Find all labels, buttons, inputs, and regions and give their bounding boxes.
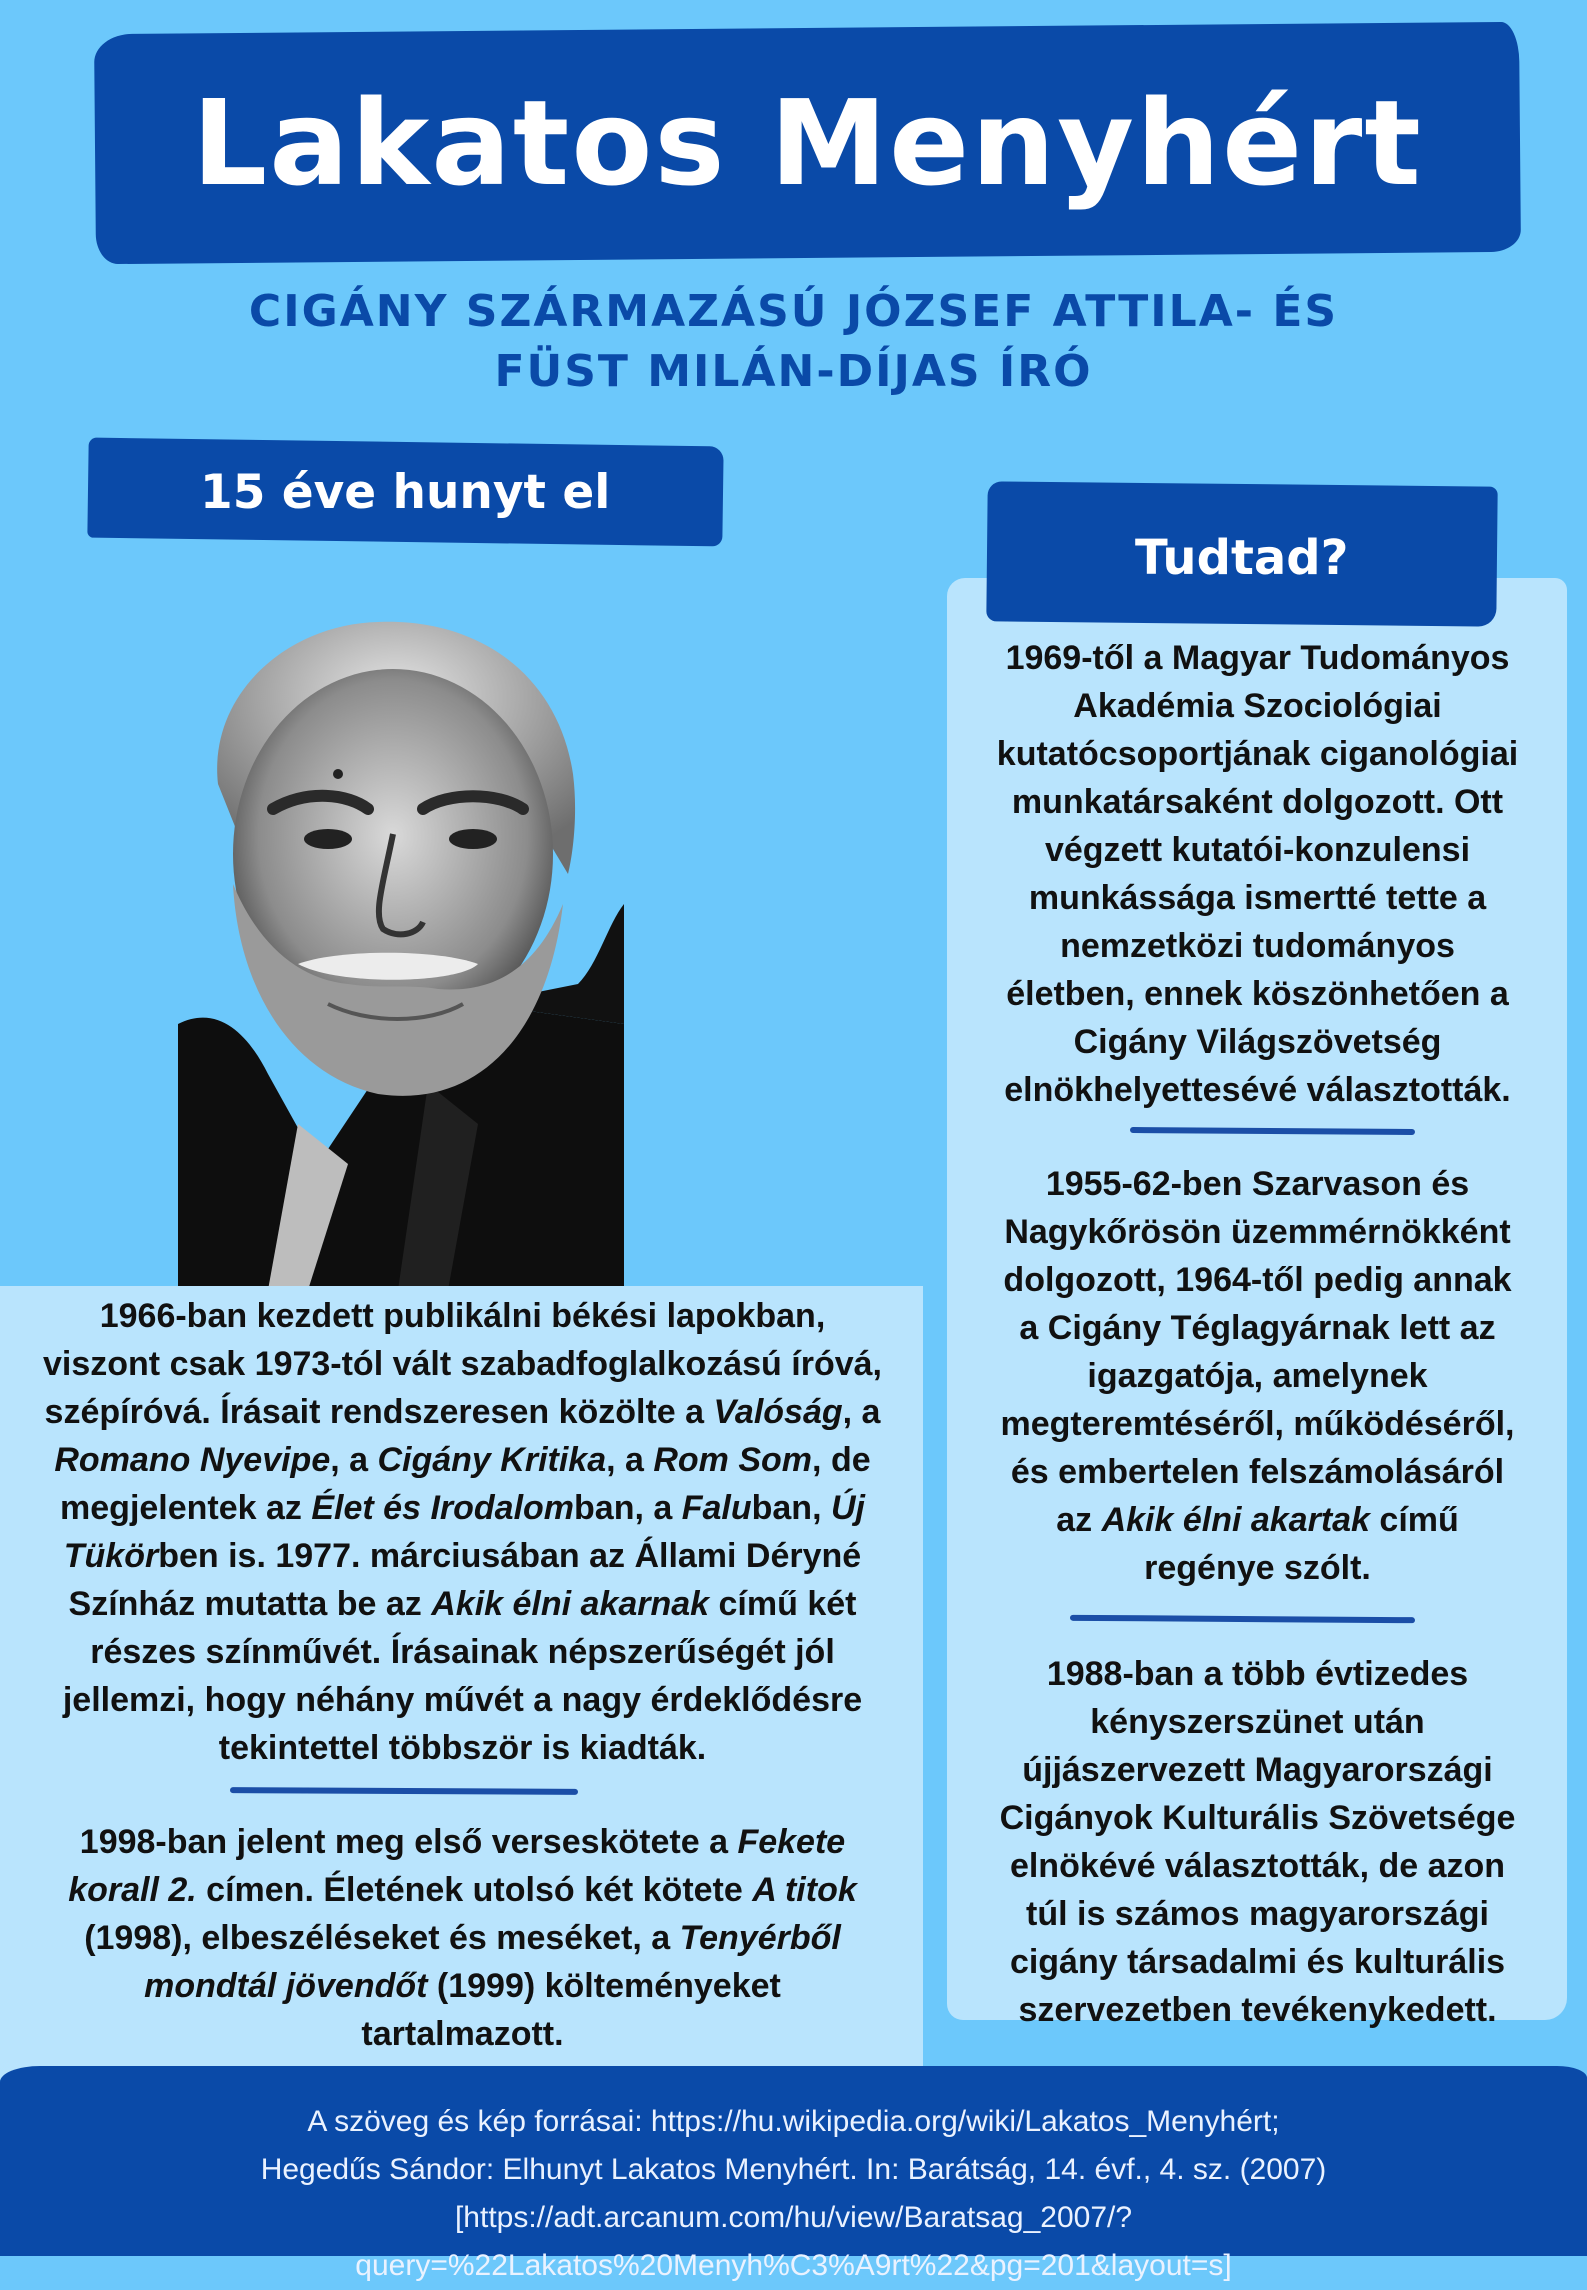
- page-title: Lakatos Menyhért: [192, 74, 1423, 213]
- text-line: kényszerszünet után: [1090, 1703, 1425, 1741]
- text-line: megteremtéséről, működéséről,: [1000, 1405, 1515, 1443]
- fact-paragraph-2: [955, 1160, 1560, 1592]
- source-line: A szöveg és kép forrásai: https://hu.wikipedia.org/wiki/Lakatos_Menyhért;: [307, 2105, 1280, 2138]
- text-segment: című két: [709, 1585, 857, 1623]
- text-segment: címen. Életének utolsó két kötete: [196, 1871, 753, 1909]
- text-line: viszont csak 1973-tól vált szabadfoglalkozású íróvá,: [43, 1345, 882, 1383]
- text-line: 1988-ban a több évtizedes: [1046, 1655, 1469, 1693]
- text-segment: (1999) költeményeket: [427, 1967, 781, 2005]
- text-line: jellemzi, hogy néhány művét a nagy érdeklődésre: [62, 1681, 863, 1719]
- text-line: kutatócsoportjának ciganológiai: [996, 735, 1519, 773]
- book-title: Tenyérből: [679, 1919, 841, 1957]
- source-line: Hegedűs Sándor: Elhunyt Lakatos Menyhért. In: Barátság, 14. évf., 4. sz. (2007): [260, 2153, 1327, 2186]
- text-segment: szépíróvá. Írásait rendszeresen közölte a: [44, 1393, 714, 1431]
- subtitle-line: CIGÁNY SZÁRMAZÁSÚ JÓZSEF ATTILA- ÉS: [248, 286, 1339, 337]
- text-line: újjászervezett Magyarországi: [1022, 1751, 1493, 1789]
- publication-title: Új: [830, 1489, 865, 1527]
- publication-title: Falu: [681, 1489, 752, 1527]
- source-line: [https://adt.arcanum.com/hu/view/Baratsag_2007/?: [454, 2201, 1133, 2234]
- subtitle-line: FÜST MILÁN-DÍJAS ÍRÓ: [494, 346, 1093, 397]
- publication-title: Romano Nyevipe: [54, 1441, 331, 1479]
- publication-title: Cigány Kritika: [377, 1441, 607, 1479]
- text-line: Cigányok Kulturális Szövetsége: [999, 1799, 1516, 1837]
- text-segment: ban, a: [574, 1489, 682, 1527]
- text-line: a Cigány Téglagyárnak lett az: [1019, 1309, 1496, 1347]
- biography-paragraph-2: [10, 1818, 915, 2058]
- text-line: igazgatója, amelynek: [1087, 1357, 1428, 1395]
- text-segment: , a: [330, 1441, 378, 1479]
- text-line: 1955-62-ben Szarvason és: [1045, 1165, 1470, 1203]
- text-segment: megjelentek az: [60, 1489, 312, 1527]
- text-line: 1969-től a Magyar Tudományos: [1005, 639, 1510, 677]
- fact-paragraph-1: [955, 634, 1560, 1114]
- text-line: cigány társadalmi és kulturális: [1009, 1943, 1506, 1981]
- book-title: korall 2.: [68, 1871, 197, 1909]
- publication-title: Valóság: [713, 1393, 843, 1431]
- text-line: részes színművét. Írásainak népszerűségét jól: [90, 1633, 835, 1671]
- text-segment: , a: [606, 1441, 654, 1479]
- text-segment: Színház mutatta be az: [68, 1585, 432, 1623]
- text-segment: ban,: [751, 1489, 831, 1527]
- text-line: munkássága ismertté tette a: [1028, 879, 1487, 917]
- death-anniversary-label: [87, 438, 723, 547]
- text-line: munkatársaként dolgozott. Ott: [1011, 783, 1504, 821]
- text-segment: , a: [842, 1393, 881, 1431]
- text-segment: az: [1056, 1501, 1102, 1539]
- fact-paragraph-3: [955, 1650, 1560, 2034]
- text-line: végzett kutatói-konzulensi: [1044, 831, 1471, 869]
- text-segment: 1998-ban jelent meg első verseskötete a: [79, 1823, 738, 1861]
- text-line: regénye szólt.: [1144, 1549, 1371, 1587]
- text-line: elnökhelyettesévé választották.: [1004, 1071, 1511, 1109]
- publication-title: Tükör: [63, 1537, 159, 1575]
- text-line: dolgozott, 1964-től pedig annak: [1003, 1261, 1512, 1299]
- death-anniversary-text: 15 éve hunyt el: [200, 464, 611, 520]
- subtitle: [160, 282, 1427, 402]
- did-you-know-label: [986, 481, 1497, 626]
- book-title: mondtál jövendőt: [144, 1967, 428, 2005]
- book-title: Fekete: [737, 1823, 846, 1861]
- title-banner: [94, 22, 1521, 264]
- text-line: Akadémia Szociológiai: [1073, 687, 1442, 725]
- play-title: Akik élni akarnak: [431, 1585, 710, 1623]
- book-title: Akik élni akartak: [1101, 1501, 1370, 1539]
- text-line: tekintettel többször is kiadták.: [218, 1729, 707, 1767]
- book-title: A titok: [752, 1871, 857, 1909]
- text-segment: ben is. 1977. márciusában az Állami Déryné: [158, 1537, 862, 1575]
- sources-text: [100, 2098, 1487, 2290]
- text-segment: , de: [812, 1441, 871, 1479]
- text-line: és embertelen felszámolásáról: [1010, 1453, 1505, 1491]
- text-line: tartalmazott.: [361, 2015, 564, 2053]
- text-line: életben, ennek köszönhetően a: [1006, 975, 1509, 1013]
- text-segment: (1998), elbeszéléseket és meséket, a: [84, 1919, 680, 1957]
- did-you-know-text: Tudtad?: [1135, 529, 1349, 586]
- text-line: szervezetben tevékenykedett.: [1018, 1991, 1497, 2029]
- text-line: elnökévé választották, de azon: [1009, 1847, 1506, 1885]
- text-line: nemzetközi tudományos: [1060, 927, 1455, 965]
- publication-title: Rom Som: [653, 1441, 813, 1479]
- text-line: 1966-ban kezdett publikálni békési lapokban,: [99, 1297, 826, 1335]
- source-line: query=%22Lakatos%20Menyh%C3%A9rt%22&pg=201&layout=s]: [355, 2249, 1232, 2282]
- text-line: túl is számos magyarországi: [1026, 1895, 1489, 1933]
- text-segment: című: [1369, 1501, 1459, 1539]
- text-line: Nagykőrösön üzemmérnökként: [1004, 1213, 1511, 1251]
- biography-paragraph-1: [10, 1292, 915, 1772]
- portrait-photo: [178, 604, 624, 1290]
- publication-title: Élet és Irodalom: [311, 1489, 575, 1527]
- text-line: Cigány Világszövetség: [1073, 1023, 1442, 1061]
